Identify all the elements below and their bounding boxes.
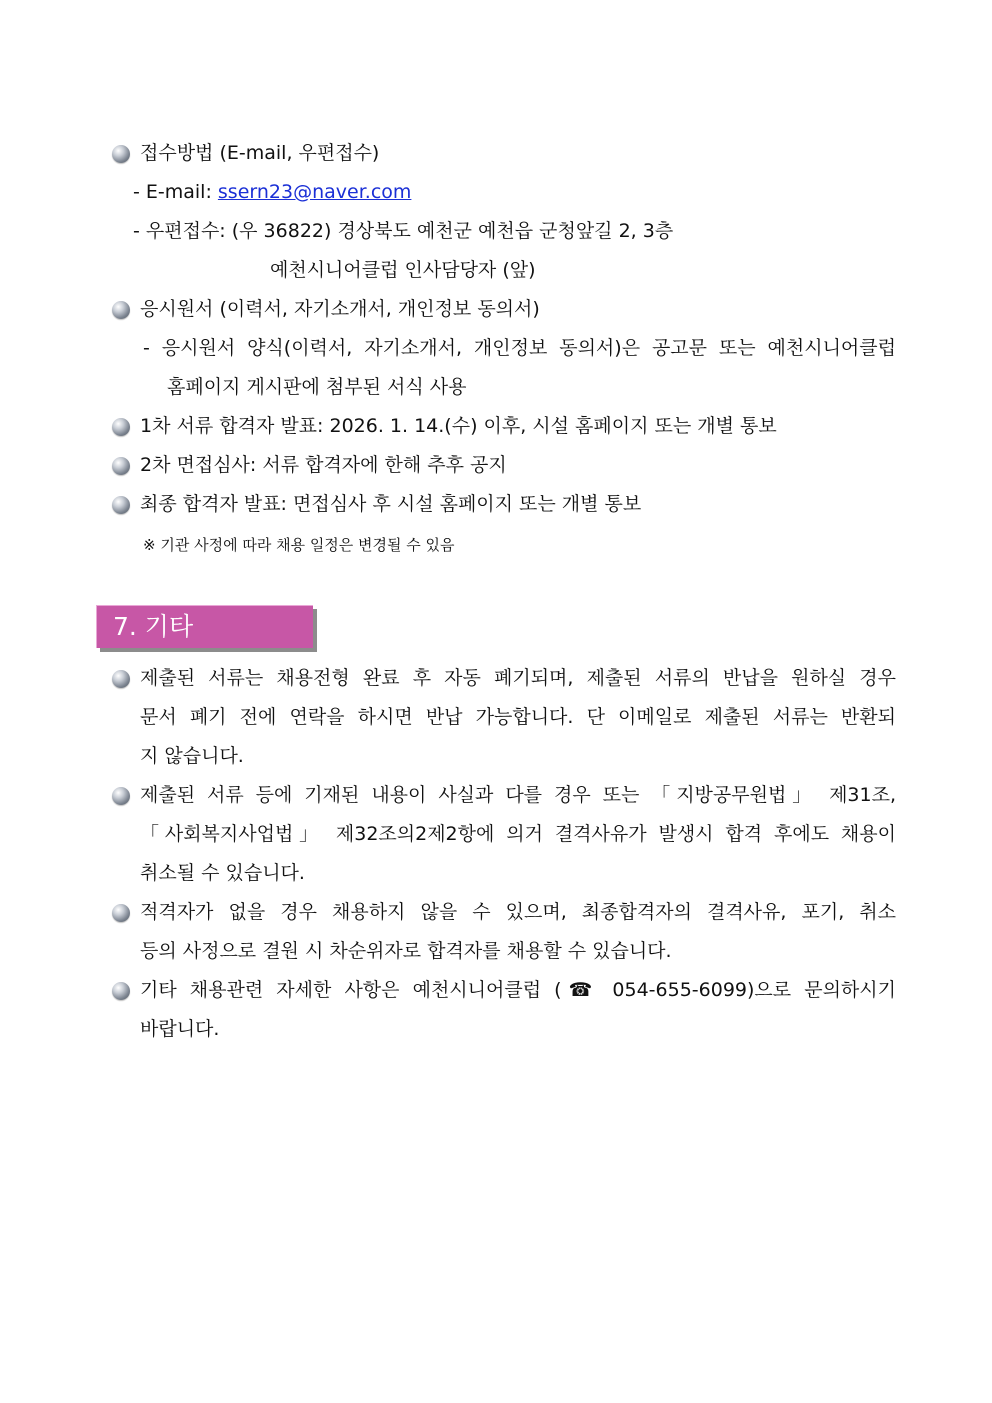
bullet-icon — [112, 982, 130, 1000]
section-7-item-2-line-3: 취소될 수 있습니다. — [140, 862, 305, 884]
section-7-item-3-line-1: 적격자가 없을 경우 채용하지 않을 수 있으며, 최종합격자의 결격사유, 포기, 취소 — [140, 901, 896, 923]
section-7-item-2-line-2: 「사회복지사업법」 제32조의2제2항에 의거 결격사유가 발생시 합격 후에도 채용이 — [140, 823, 896, 845]
application-detail-line2: 홈페이지 게시판에 첨부된 서식 사용 — [167, 376, 467, 398]
section-7-item-1-line-2: 문서 폐기 전에 연락을 하시면 반납 가능합니다. 단 이메일로 제출된 서류는 반환되 — [140, 706, 896, 728]
reception-post-line: - 우편접수: (우 36822) 경상북도 예천군 예천읍 군청앞길 2, 3층 — [133, 220, 674, 242]
bullet-icon — [112, 496, 130, 514]
schedule-final: 최종 합격자 발표: 면접심사 후 시설 홈페이지 또는 개별 통보 — [140, 493, 642, 515]
section-7-header — [96, 605, 313, 648]
section-7-item-4-line-1: 기타 채용관련 자세한 사항은 예천시니어클럽 (☎ 054-655-6099)으로 문의하시기 — [140, 979, 896, 1001]
bullet-icon — [112, 904, 130, 922]
reception-email-line — [133, 180, 411, 204]
schedule-first: 1차 서류 합격자 발표: 2026. 1. 14.(수) 이후, 시설 홈페이지 또는 개별 통보 — [140, 415, 777, 437]
bullet-icon — [112, 418, 130, 436]
reception-title: 접수방법 (E-mail, 우편접수) — [140, 142, 380, 164]
section-7-item-3-line-2: 등의 사정으로 결원 시 차순위자로 합격자를 채용할 수 있습니다. — [140, 940, 672, 962]
schedule-note: ※ 기관 사정에 따라 채용 일정은 변경될 수 있음 — [143, 536, 455, 554]
section-7-item-2-line-1: 제출된 서류 등에 기재된 내용이 사실과 다를 경우 또는 「지방공무원법」 제31조, — [140, 784, 896, 806]
section-7-item-1-line-1: 제출된 서류는 채용전형 완료 후 자동 폐기되며, 제출된 서류의 반납을 원하실 경우 — [140, 667, 896, 689]
reception-post-addressee: 예천시니어클럽 인사담당자 (앞) — [270, 259, 536, 281]
bullet-icon — [112, 145, 130, 163]
bullet-icon — [112, 457, 130, 475]
bullet-icon — [112, 670, 130, 688]
bullet-icon — [112, 301, 130, 319]
application-title: 응시원서 (이력서, 자기소개서, 개인정보 동의서) — [140, 298, 540, 320]
application-detail-line1: - 응시원서 양식(이력서, 자기소개서, 개인정보 동의서)은 공고문 또는 예천시니어클럽 — [143, 337, 896, 359]
schedule-second: 2차 면접심사: 서류 합격자에 한해 추후 공지 — [140, 454, 507, 476]
email-link[interactable]: ssern23@naver.com — [217, 181, 412, 203]
section-7-title: 7. 기타 — [113, 612, 194, 641]
email-prefix: - E-mail: — [133, 181, 218, 203]
section-7-item-1-line-3: 지 않습니다. — [140, 745, 244, 767]
section-7-item-4-line-2: 바랍니다. — [140, 1018, 220, 1040]
bullet-icon — [112, 787, 130, 805]
